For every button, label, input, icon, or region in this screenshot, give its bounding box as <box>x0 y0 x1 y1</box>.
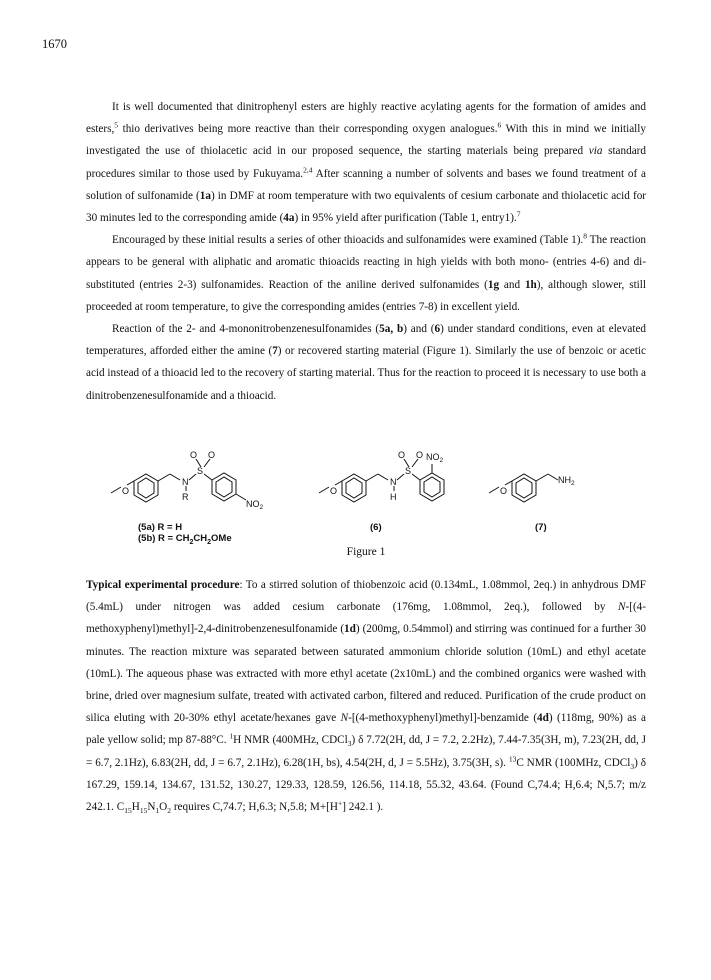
label-nh2: $NH_2$ <box>558 475 575 487</box>
paragraph-1: It is well documented that dinitrophenyl esters are highly reactive acylating agents for the formation of amides and esters,$^5$ thio derivatives being more reactive than their corresponding oxygen analogues.$^6$ With this in mind we initially investigated the use of thiolacetic acid in our proposed sequence, the starting materials being prepared via standard procedures similar to those used by Fukuyama.$^{2,4}$ After scanning a number of solvents and bases we found treatment of a solution of sulfonamide (1a) in DMF at room temperature with two equivalents of cesium carbonate and thiolacetic acid for 30 minutes led to the corresponding amide (4a) in 95% yield after purification (Table 1, entry1).$^7$ <box>86 101 647 225</box>
label-no2: $NO_2$ <box>246 499 264 511</box>
label-o4: O <box>416 450 424 460</box>
figure-caption: Figure 1 <box>346 546 386 558</box>
body-text <box>86 96 646 407</box>
label-o-methoxy-mid: O <box>330 486 338 496</box>
label-o2: O <box>208 450 216 460</box>
experimental-paragraph: Typical experimental procedure: To a stirred solution of thiobenzoic acid (0.134mL, 1.08mmol, 2eq.) in anhydrous DMF (5.4mL) under nitrogen was added cesium carbonate (176mg, 1.08mmol, 2eq.), followed by N-[(4-methoxyphenyl)methyl]-2,4-dinitrobenzenesulfonamide (1d) (200mg, 0.54mmol) and stirring was continued for a further 30 minutes. The reaction mixture was separated between saturated ammonium chloride solution (10mL) and ethyl acetate (10mL). The aqueous phase was extracted with more ethyl acetate (2x10mL) and the combined organics were washed with brine, dried over magnesium sulfate, treated with activated carbon, filtered and reduced. Purification of the crude product on silica eluting with 20-30% ethyl acetate/hexanes gave N-[(4-methoxyphenyl)methyl]-benzamide (4d) (118mg, 90%) as a pale yellow solid; mp 87-88°C. $^1$H NMR (400MHz, CDCl$_3$) δ 7.72(2H, dd, J = 7.2, 2.2Hz), 7.44-7.35(3H, m), 7.23(2H, dd, J = 6.7, 2.1Hz), 6.83(2H, dd, J = 6.7, 2.1Hz), 6.28(1H, bs), 4.54(2H, d, J = 5.5Hz), 3.75(3H, s). $^{13}$C NMR (100MHz, CDCl$_3$) δ 167.29, 159.14, 134.67, 131.52, 130.27, 129.33, 128.59, 126.56, 114.18, 55.32, 43.64. (Found C,74.4; H,6.4; N,5.7; m/z 242.1. $C_{15}H_{15}N_1O_2$ requires C,74.7; H,6.3; N,5.8; M+[H+] 242.1 ). <box>86 579 647 816</box>
label-o1: O <box>190 450 198 460</box>
label-no2b: $NO_2$ <box>426 452 444 464</box>
caption-5a: (5a) R = H <box>138 522 183 533</box>
label-o-methoxy-left: O <box>122 486 130 496</box>
figure-1 <box>86 438 646 568</box>
label-h2: H <box>390 492 397 502</box>
label-n2: N <box>390 477 397 487</box>
caption-5b: (5b) $R = CH_2CH_2OMe$ <box>138 533 232 546</box>
page-number: 1670 <box>42 37 67 51</box>
label-s2: S <box>405 466 412 476</box>
label-s: S <box>197 466 204 476</box>
caption-6: (6) <box>370 522 382 533</box>
paragraph-3: Reaction of the 2- and 4-mononitrobenzenesulfonamides (5a, b) and (6) under standard conditions, even at elevated temperatures, afforded either the amine (7) or recovered starting material (Figure 1). Similarly the use of benzoic or acetic acid instead of a thioacid led to the recovery of starting material. Thus for the reaction to proceed it is necessary to use both a dinitrobenzenesulfonamide and a thioacid. <box>86 323 647 402</box>
experimental-heading: Typical experimental procedure <box>86 579 240 591</box>
label-o-methoxy-right: O <box>500 486 508 496</box>
caption-7: (7) <box>535 522 547 533</box>
structure-5 <box>111 450 264 511</box>
label-r: R <box>182 492 189 502</box>
experimental-section <box>86 574 646 818</box>
label-n: N <box>182 477 189 487</box>
structure-6 <box>319 450 444 502</box>
structure-7 <box>489 474 575 502</box>
label-o3: O <box>398 450 406 460</box>
paragraph-2: Encouraged by these initial results a series of other thioacids and sulfonamides were examined (Table 1).$^8$ The reaction appears to be general with aliphatic and aromatic thioacids reacting in high yields with both mono- (entries 4-6) and di-substituted (entries 2-3) sulfonamides. Reaction of the aniline derived sulfonamides (1g and 1h), although slower, still proceeded at room temperature, to give the corresponding amides (entries 7-8) in excellent yield. <box>86 231 647 313</box>
